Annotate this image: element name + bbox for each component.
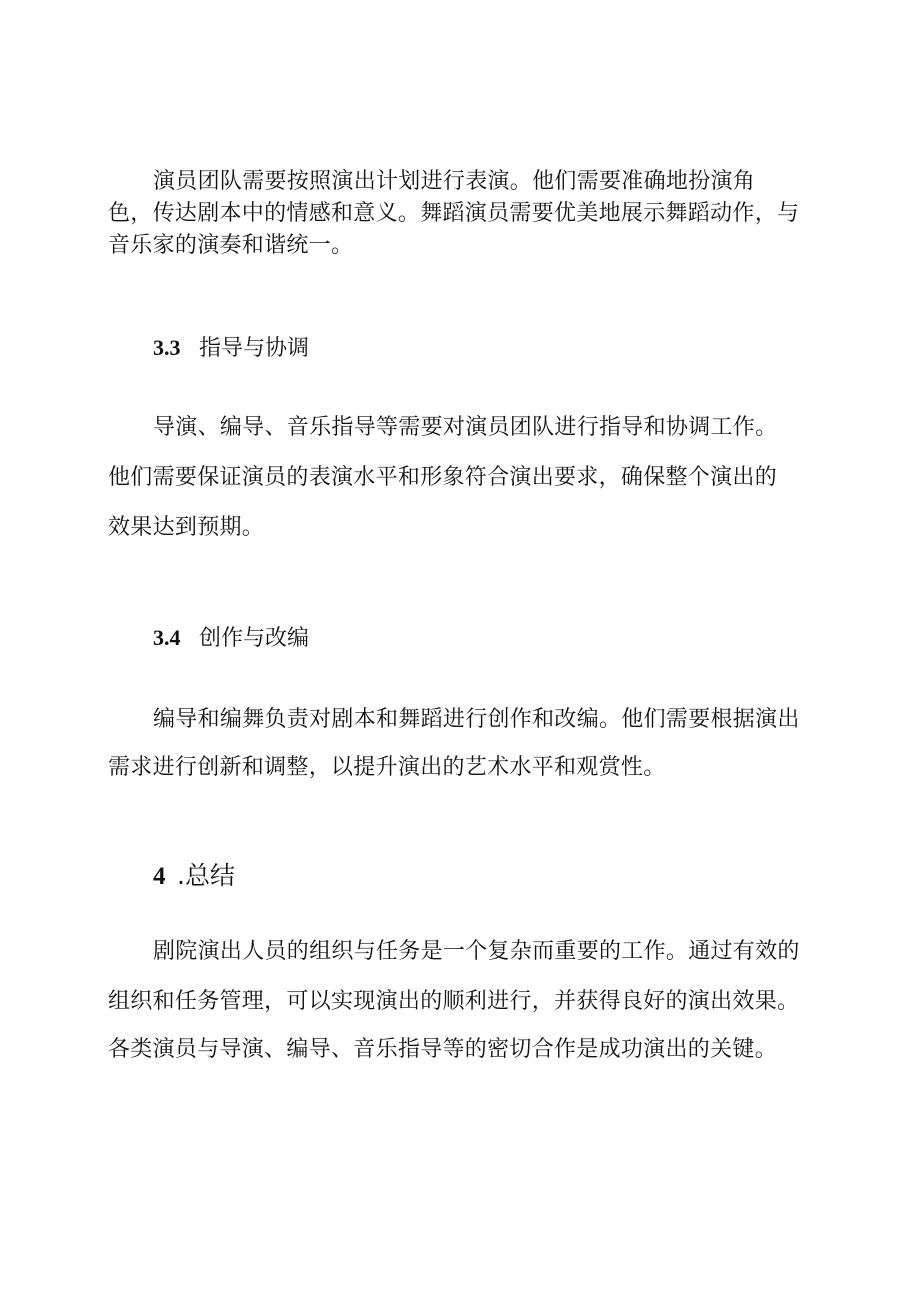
section-number: 4 [153, 863, 166, 890]
section-heading-3-3 [153, 333, 309, 364]
paragraph-line: 演员团队需要按照演出计划进行表演。他们需要准确地扮演角 [153, 169, 756, 194]
paragraph-line: 编导和编舞负责对剧本和舞蹈进行创作和改编。他们需要根据演出 [153, 707, 800, 732]
paragraph-line: 需求进行创新和调整，以提升演出的艺术水平和观赏性。 [108, 755, 666, 780]
section-number: 3.3 [153, 335, 181, 360]
paragraph-line: 各类演员与导演、编导、音乐指导等的密切合作是成功演出的关键。 [108, 1037, 778, 1062]
section-heading-4 [153, 859, 235, 894]
paragraph-line: 色，传达剧本中的情感和意义。舞蹈演员需要优美地展示舞蹈动作，与 [108, 201, 800, 226]
section-number: 3.4 [153, 625, 181, 650]
section-title: 指导与协调 [199, 336, 310, 361]
paragraph-line: 他们需要保证演员的表演水平和形象符合演出要求，确保整个演出的 [108, 465, 778, 490]
paragraph-line: 效果达到预期。 [108, 515, 265, 540]
section-title: 创作与改编 [199, 626, 310, 651]
paragraph-line: 音乐家的演奏和谐统一。 [108, 233, 354, 258]
paragraph-line: 组织和任务管理，可以实现演出的顺利进行，并获得良好的演出效果。 [108, 989, 800, 1014]
section-heading-3-4 [153, 623, 309, 654]
paragraph-line: 导演、编导、音乐指导等需要对演员团队进行指导和协调工作。 [153, 415, 778, 440]
section-title: .总结 [177, 861, 235, 890]
paragraph-line: 剧院演出人员的组织与任务是一个复杂而重要的工作。通过有效的 [153, 939, 800, 964]
